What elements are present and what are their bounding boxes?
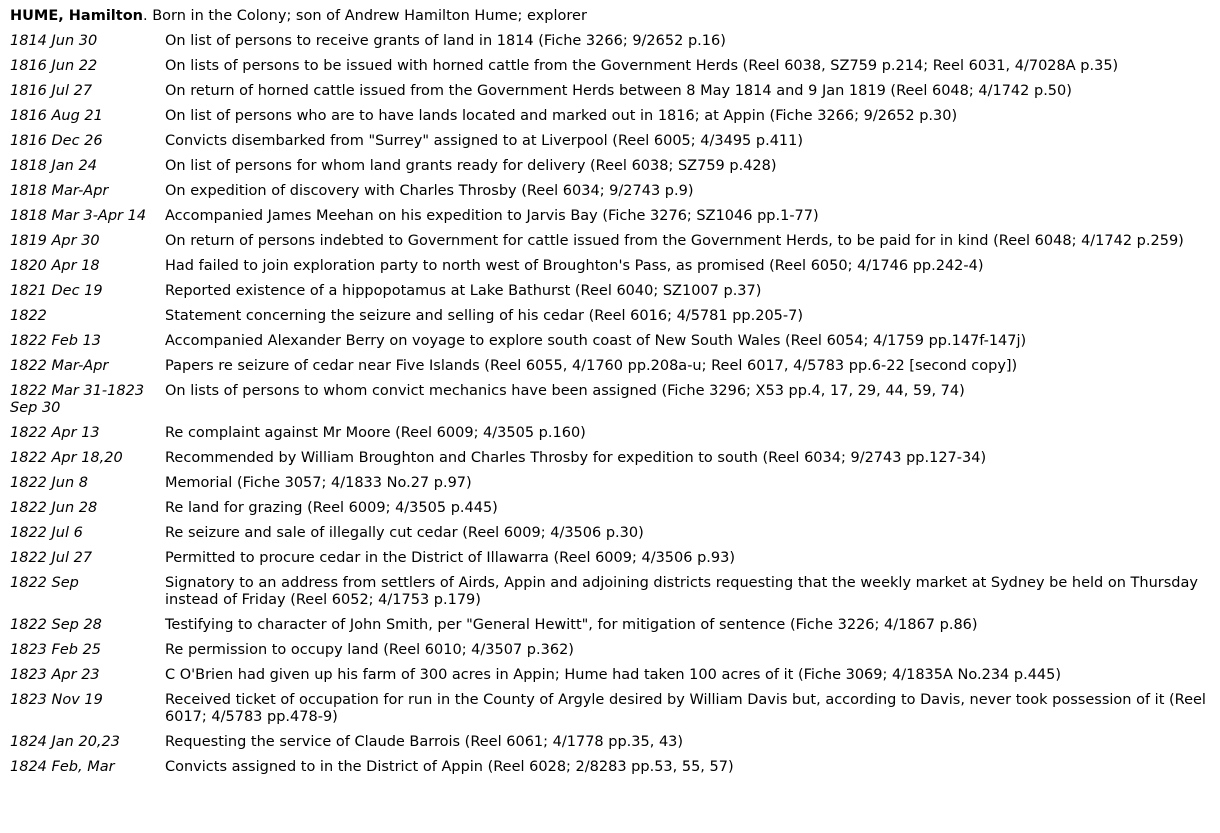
table-row — [10, 425, 1212, 450]
record-date: 1822 — [10, 308, 47, 324]
table-row — [10, 308, 1212, 333]
record-date: 1824 Jan 20,23 — [10, 734, 120, 750]
table-row — [10, 358, 1212, 383]
record-detail: On return of horned cattle issued from the Government Herds between 8 May 1814 and 9 Jan 1819 (Reel 6048; 4/1742 p.50) — [165, 83, 1072, 99]
record-detail: Signatory to an address from settlers of Airds, Appin and adjoining districts requesting that the weekly market at Sydney be held on Thursday instead of Friday (Reel 6052; 4/1753 p.179) — [165, 575, 1198, 608]
record-detail: On list of persons to receive grants of land in 1814 (Fiche 3266; 9/2652 p.16) — [165, 33, 726, 49]
record-date: 1824 Feb, Mar — [10, 759, 115, 775]
records-body — [10, 33, 1212, 784]
record-date: 1816 Jun 22 — [10, 58, 98, 74]
record-date: 1818 Jan 24 — [10, 158, 97, 174]
record-detail: Accompanied Alexander Berry on voyage to explore south coast of New South Wales (Reel 6054; 4/1759 pp.147f-147j) — [165, 333, 1027, 349]
record-detail: Had failed to join exploration party to north west of Broughton's Pass, as promised (Reel 6050; 4/1746 pp.242-4) — [165, 258, 984, 274]
table-row — [10, 208, 1212, 233]
record-detail: Papers re seizure of cedar near Five Islands (Reel 6055, 4/1760 pp.208a-u; Reel 6017, 4/5783 pp.6-22 [second copy]) — [165, 358, 1018, 374]
table-row — [10, 333, 1212, 358]
record-date: 1822 Sep — [10, 575, 79, 591]
record-date: 1822 Jun 28 — [10, 500, 98, 516]
table-row — [10, 525, 1212, 550]
record-date: 1822 Jul 6 — [10, 525, 83, 541]
table-row — [10, 575, 1212, 617]
table-row — [10, 83, 1212, 108]
record-detail: Testifying to character of John Smith, per "General Hewitt", for mitigation of sentence (Fiche 3226; 4/1867 p.86) — [165, 617, 978, 633]
record-detail: Received ticket of occupation for run in the County of Argyle desired by William Davis but, according to Davis, never took possession of it (Reel 6017; 4/5783 pp.478-9) — [165, 692, 1206, 725]
record-date: 1819 Apr 30 — [10, 233, 100, 249]
table-row — [10, 734, 1212, 759]
record-detail: On lists of persons to be issued with horned cattle from the Government Herds (Reel 6038, SZ759 p.214; Reel 6031, 4/7028A p.35) — [165, 58, 1119, 74]
record-detail: On list of persons for whom land grants ready for delivery (Reel 6038; SZ759 p.428) — [165, 158, 777, 174]
record-detail: C O'Brien had given up his farm of 300 acres in Appin; Hume had taken 100 acres of it (Fiche 3069; 4/1835A No.234 p.445) — [165, 667, 1062, 683]
table-row — [10, 667, 1212, 692]
record-detail: Permitted to procure cedar in the District of Illawarra (Reel 6009; 4/3506 p.93) — [165, 550, 736, 566]
person-name: HUME, Hamilton — [10, 8, 143, 24]
record-detail: Requesting the service of Claude Barrois (Reel 6061; 4/1778 pp.35, 43) — [165, 734, 684, 750]
record-date: 1816 Dec 26 — [10, 133, 103, 149]
record-date: 1823 Nov 19 — [10, 692, 103, 708]
person-description: . Born in the Colony; son of Andrew Hamilton Hume; explorer — [143, 8, 587, 24]
record-date: 1822 Jun 8 — [10, 475, 89, 491]
table-row — [10, 108, 1212, 133]
table-row — [10, 550, 1212, 575]
table-row — [10, 617, 1212, 642]
record-date: 1822 Feb 13 — [10, 333, 102, 349]
record-detail: Convicts assigned to in the District of Appin (Reel 6028; 2/8283 pp.53, 55, 57) — [165, 759, 734, 775]
table-row — [10, 258, 1212, 283]
record-detail: On lists of persons to whom convict mechanics have been assigned (Fiche 3296; X53 pp.4, 17, 29, 44, 59, 74) — [165, 383, 965, 399]
record-date: 1822 Apr 18,20 — [10, 450, 123, 466]
record-detail: On list of persons who are to have lands located and marked out in 1816; at Appin (Fiche 3266; 9/2652 p.30) — [165, 108, 958, 124]
record-detail: Recommended by William Broughton and Charles Throsby for expedition to south (Reel 6034; 9/2743 pp.127-34) — [165, 450, 987, 466]
record-detail: On return of persons indebted to Government for cattle issued from the Government Herds, to be paid for in kind (Reel 6048; 4/1742 p.259) — [165, 233, 1184, 249]
table-row — [10, 383, 1212, 425]
table-row — [10, 642, 1212, 667]
record-date: 1822 Apr 13 — [10, 425, 100, 441]
record-date: 1823 Feb 25 — [10, 642, 102, 658]
record-date: 1822 Sep 28 — [10, 617, 102, 633]
table-row — [10, 183, 1212, 208]
record-detail: Re land for grazing (Reel 6009; 4/3505 p.445) — [165, 500, 498, 516]
record-detail: Re permission to occupy land (Reel 6010; 4/3507 p.362) — [165, 642, 574, 658]
table-row — [10, 58, 1212, 83]
table-row — [10, 133, 1212, 158]
table-row — [10, 33, 1212, 58]
record-date: 1818 Mar 3-Apr 14 — [10, 208, 147, 224]
record-date: 1822 Mar-Apr — [10, 358, 109, 374]
table-row — [10, 233, 1212, 258]
table-row — [10, 283, 1212, 308]
record-date: 1816 Aug 21 — [10, 108, 103, 124]
table-row — [10, 500, 1212, 525]
record-date: 1823 Apr 23 — [10, 667, 100, 683]
record-date: 1816 Jul 27 — [10, 83, 93, 99]
record-detail: Re seizure and sale of illegally cut cedar (Reel 6009; 4/3506 p.30) — [165, 525, 644, 541]
record-date: 1821 Dec 19 — [10, 283, 103, 299]
record-date: 1822 Jul 27 — [10, 550, 93, 566]
table-row — [10, 475, 1212, 500]
table-row — [10, 692, 1212, 734]
table-row — [10, 759, 1212, 784]
record-detail: Statement concerning the seizure and selling of his cedar (Reel 6016; 4/5781 pp.205-7) — [165, 308, 804, 324]
record-date: 1820 Apr 18 — [10, 258, 100, 274]
record-detail: Reported existence of a hippopotamus at Lake Bathurst (Reel 6040; SZ1007 p.37) — [165, 283, 762, 299]
records-table — [10, 33, 1212, 784]
record-date: 1814 Jun 30 — [10, 33, 98, 49]
record-detail: On expedition of discovery with Charles Throsby (Reel 6034; 9/2743 p.9) — [165, 183, 694, 199]
record-date: 1818 Mar-Apr — [10, 183, 109, 199]
record-detail: Re complaint against Mr Moore (Reel 6009; 4/3505 p.160) — [165, 425, 586, 441]
record-detail: Memorial (Fiche 3057; 4/1833 No.27 p.97) — [165, 475, 472, 491]
table-row — [10, 158, 1212, 183]
table-row — [10, 450, 1212, 475]
record-detail: Accompanied James Meehan on his expedition to Jarvis Bay (Fiche 3276; SZ1046 pp.1-77) — [165, 208, 819, 224]
record-date: 1822 Mar 31-1823 Sep 30 — [10, 383, 145, 416]
record-detail: Convicts disembarked from "Surrey" assigned to at Liverpool (Reel 6005; 4/3495 p.411) — [165, 133, 804, 149]
entry-header — [10, 6, 1212, 26]
